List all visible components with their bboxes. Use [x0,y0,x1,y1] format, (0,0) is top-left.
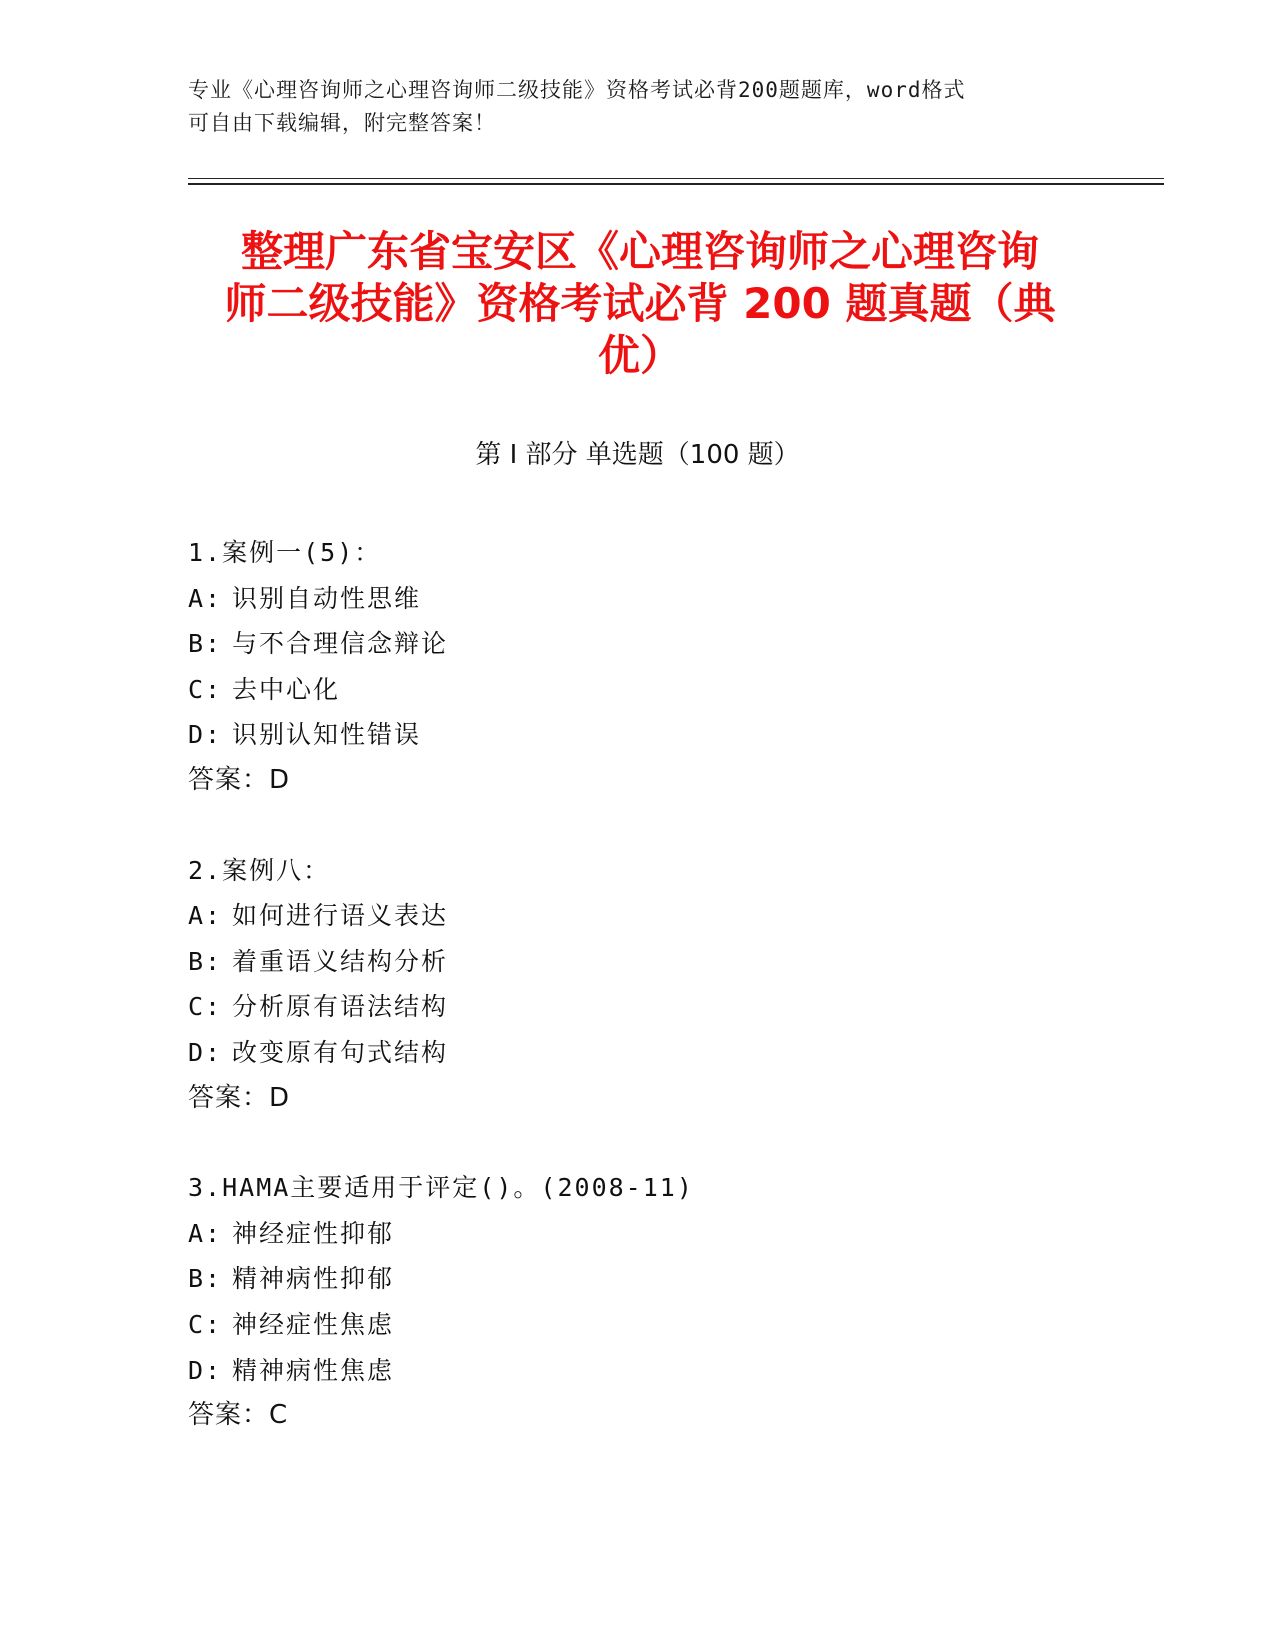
header-note [188,74,1068,140]
option-letter: A: [188,901,223,931]
question-2 [188,848,1088,1122]
header-divider-thin [188,178,1164,179]
option-text: 着重语义结构分析 [232,946,449,976]
option-letter: D: [188,1355,223,1385]
option-text: 与不合理信念辩论 [232,629,449,659]
answer-line: 答案：C [188,1400,289,1431]
header-divider-thick [188,183,1164,185]
option-text: 神经症性抑郁 [232,1218,395,1248]
question-stem: 1.案例一(5)： [188,538,382,567]
option-text: 神经症性焦虑 [232,1309,395,1339]
section-title: 第 I 部分 单选题（100 题） [475,440,800,470]
option-c [188,984,1088,1030]
option-c [188,1302,1088,1348]
question-list [188,530,1088,1483]
header-note-line-2: 可自由下载编辑，附完整答案！ [188,111,496,135]
option-letter: B: [188,629,223,659]
question-3 [188,1165,1088,1439]
option-letter: D: [188,1037,223,1067]
answer-line: 答案：D [188,764,291,795]
option-a [188,1211,1088,1257]
option-letter: B: [188,946,223,976]
option-letter: D: [188,720,223,750]
option-letter: C: [188,1309,223,1339]
option-b [188,621,1088,667]
option-text: 改变原有句式结构 [232,1037,449,1067]
question-stem: 3.HAMA主要适用于评定()。(2008-11) [188,1173,694,1203]
option-b [188,1256,1088,1302]
option-a [188,576,1088,622]
document-title-line-3: 优） [597,331,682,380]
option-text: 分析原有语法结构 [232,992,449,1022]
option-c [188,667,1088,713]
option-letter: C: [188,992,223,1022]
question-stem: 2.案例八： [188,855,331,885]
option-letter: A: [188,1218,223,1248]
option-text: 如何进行语义表达 [232,901,449,931]
option-letter: C: [188,674,223,704]
document-title-line-2: 师二级技能》资格考试必背 200 题真题（典 [224,279,1056,328]
document-title-line-1: 整理广东省宝安区《心理咨询师之心理咨询 [240,227,1039,276]
option-text: 精神病性抑郁 [232,1264,395,1294]
option-b [188,939,1088,985]
option-text: 识别自动性思维 [232,583,422,613]
option-d [188,712,1088,758]
option-d [188,1348,1088,1394]
answer-line: 答案：D [188,1082,291,1113]
document-title [190,226,1090,382]
option-letter: B: [188,1264,223,1294]
option-a [188,893,1088,939]
option-text: 去中心化 [232,674,341,704]
option-letter: A: [188,583,223,613]
header-note-line-1: 专业《心理咨询师之心理咨询师二级技能》资格考试必背200题题库，word格式 [188,78,966,102]
option-text: 精神病性焦虑 [232,1355,395,1385]
question-1 [188,530,1088,804]
option-d [188,1030,1088,1076]
option-text: 识别认知性错误 [232,720,422,750]
